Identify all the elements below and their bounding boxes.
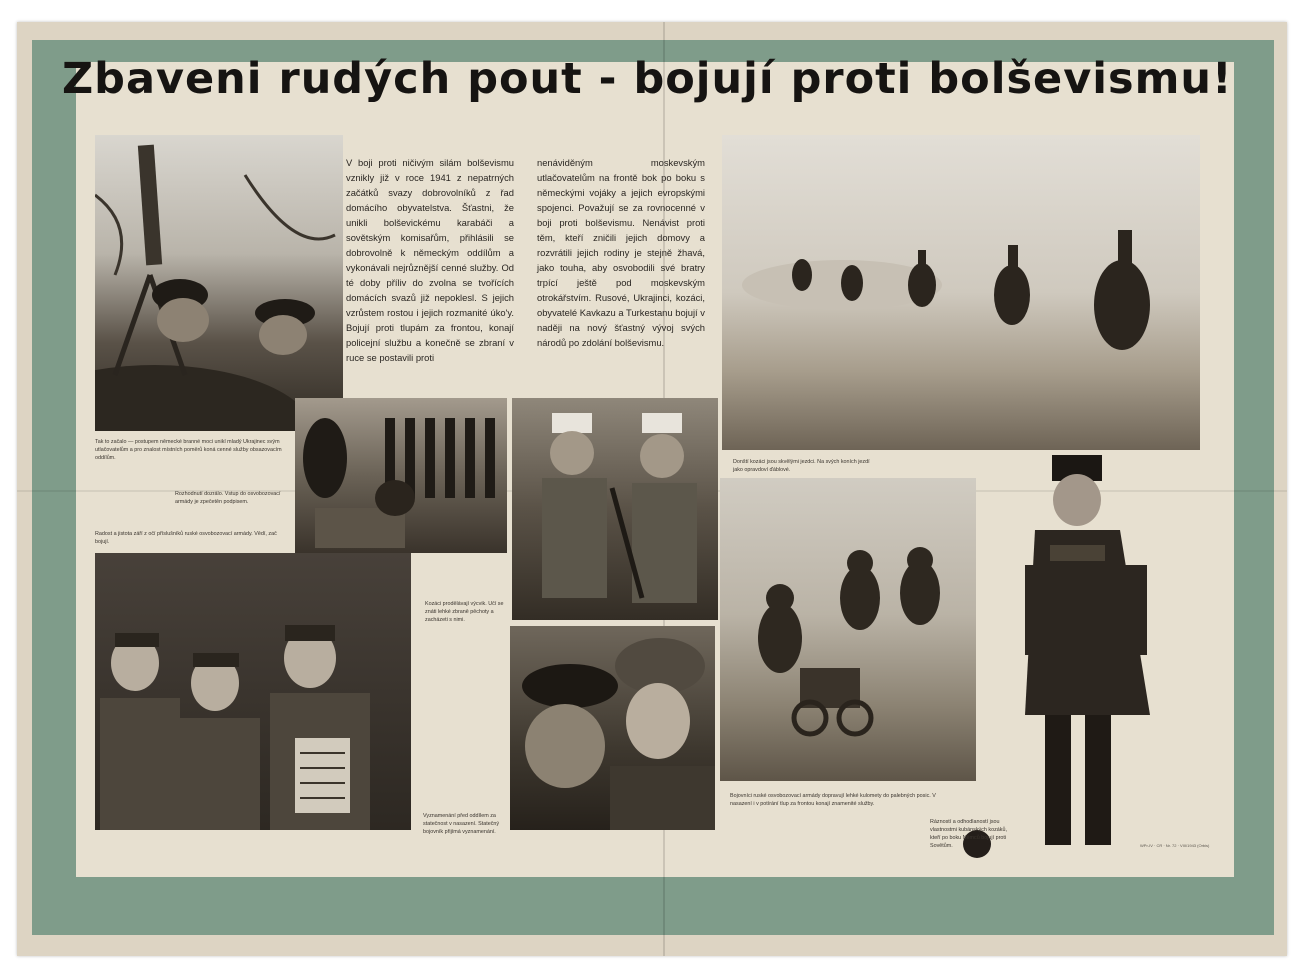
photo-signing-enlistment bbox=[295, 398, 507, 553]
photo-soldiers-accordion bbox=[95, 553, 411, 830]
caption-machine-gun: Bojovníci ruské osvobozovací armády dopravují lehké kulomety do palebných posic. V nasazení i v potírání tlup za frontou konají znamenité služby. bbox=[730, 793, 936, 807]
article-column-2: nenáviděným moskevským utlačovatelům na frontě bok po boku s německými vojáky a jejich evropskými spojenci. Považují se za rovnocenné v boji proti bolševismu. Nenávist proti těm, kteří zničili jejich domovy a rozvrátili jejich rodiny je stejně žhavá, jako touha, aby osvobodili své bratry trpící ještě pod moskevským otrokářstvím. Rusové, Ukrajinci, kozáci, obyvatelé Kavkazu a Turkestanu bojují v naději na nový šťastný vývoj svých národů po zdolání bolševismu. bbox=[537, 157, 705, 348]
poster-headline: Zbaveni rudých pout - bojují proti bolševismu! bbox=[62, 54, 1233, 104]
photo-cossack-portrait bbox=[1000, 455, 1175, 855]
photo-cossack-cavalry bbox=[722, 135, 1200, 450]
caption-signing: Rozhodnutí dozrálo. Vstup do osvobozovací armády je zpečetěn podpisem. bbox=[175, 491, 281, 505]
caption-portrait: Rázností a odhodlaností jsou vlastnostmi kubánských kozáků, kteří po boku Němců bojují proti Sovětům. bbox=[930, 819, 1008, 849]
caption-mortar: Tak to začalo — postupem německé branné moci unikl mladý Ukrajinec svým utlačovatelům a pro znalost místních poměrů koná cenné služby obsazovacím oddílům. bbox=[95, 439, 282, 461]
photo-cossacks-training bbox=[512, 398, 718, 620]
caption-training: Kozáci prodělávají výcvik. Učí se znáti lehké zbraně pěchoty a zacházeti s nimi. bbox=[425, 601, 504, 623]
photo-mortar-soldiers bbox=[95, 135, 343, 431]
photo-decoration-ceremony bbox=[510, 626, 715, 830]
caption-joy: Radost a jistota září z očí příslušníků ruské osvobozovací armády. Vědí, zač bojují. bbox=[95, 531, 277, 545]
caption-cavalry: Donští kozáci jsou skvělými jezdci. Na svých koních jezdí jako opravdoví ďáblové. bbox=[733, 459, 870, 473]
photo-machine-gun-crew bbox=[720, 478, 976, 781]
article-column-1: V boji proti ničivým silám bolševismu vznikly již v roce 1941 z nepatrných začátků svazy dobrovolníků z řad domácího obyvatelstva. Šťastni, že unikli bolševickému karabáči a sovětským komisařům, přihlásili se dobrovolně k německým oddílům a vykonávali nejrůznější cenné služby. Od té doby příliv do zvolna se tvořících domácích svazů již nepoklesl. S jejich vzrůstem rostou i jejich rozmanité úko'y. Bojují proti tlupám za frontou, konají policejní službu a konečně se zbraní v ruce se postavili proti bbox=[346, 157, 514, 363]
caption-decoration: Vyznamenání před oddílem za statečnost v nasazení. Statečný bojovník přijímá vyznamenání. bbox=[423, 813, 500, 835]
printer-imprint: WPr-IV · CR · Nr. 72 · VIII/1943 (Orbis) bbox=[1140, 843, 1210, 848]
